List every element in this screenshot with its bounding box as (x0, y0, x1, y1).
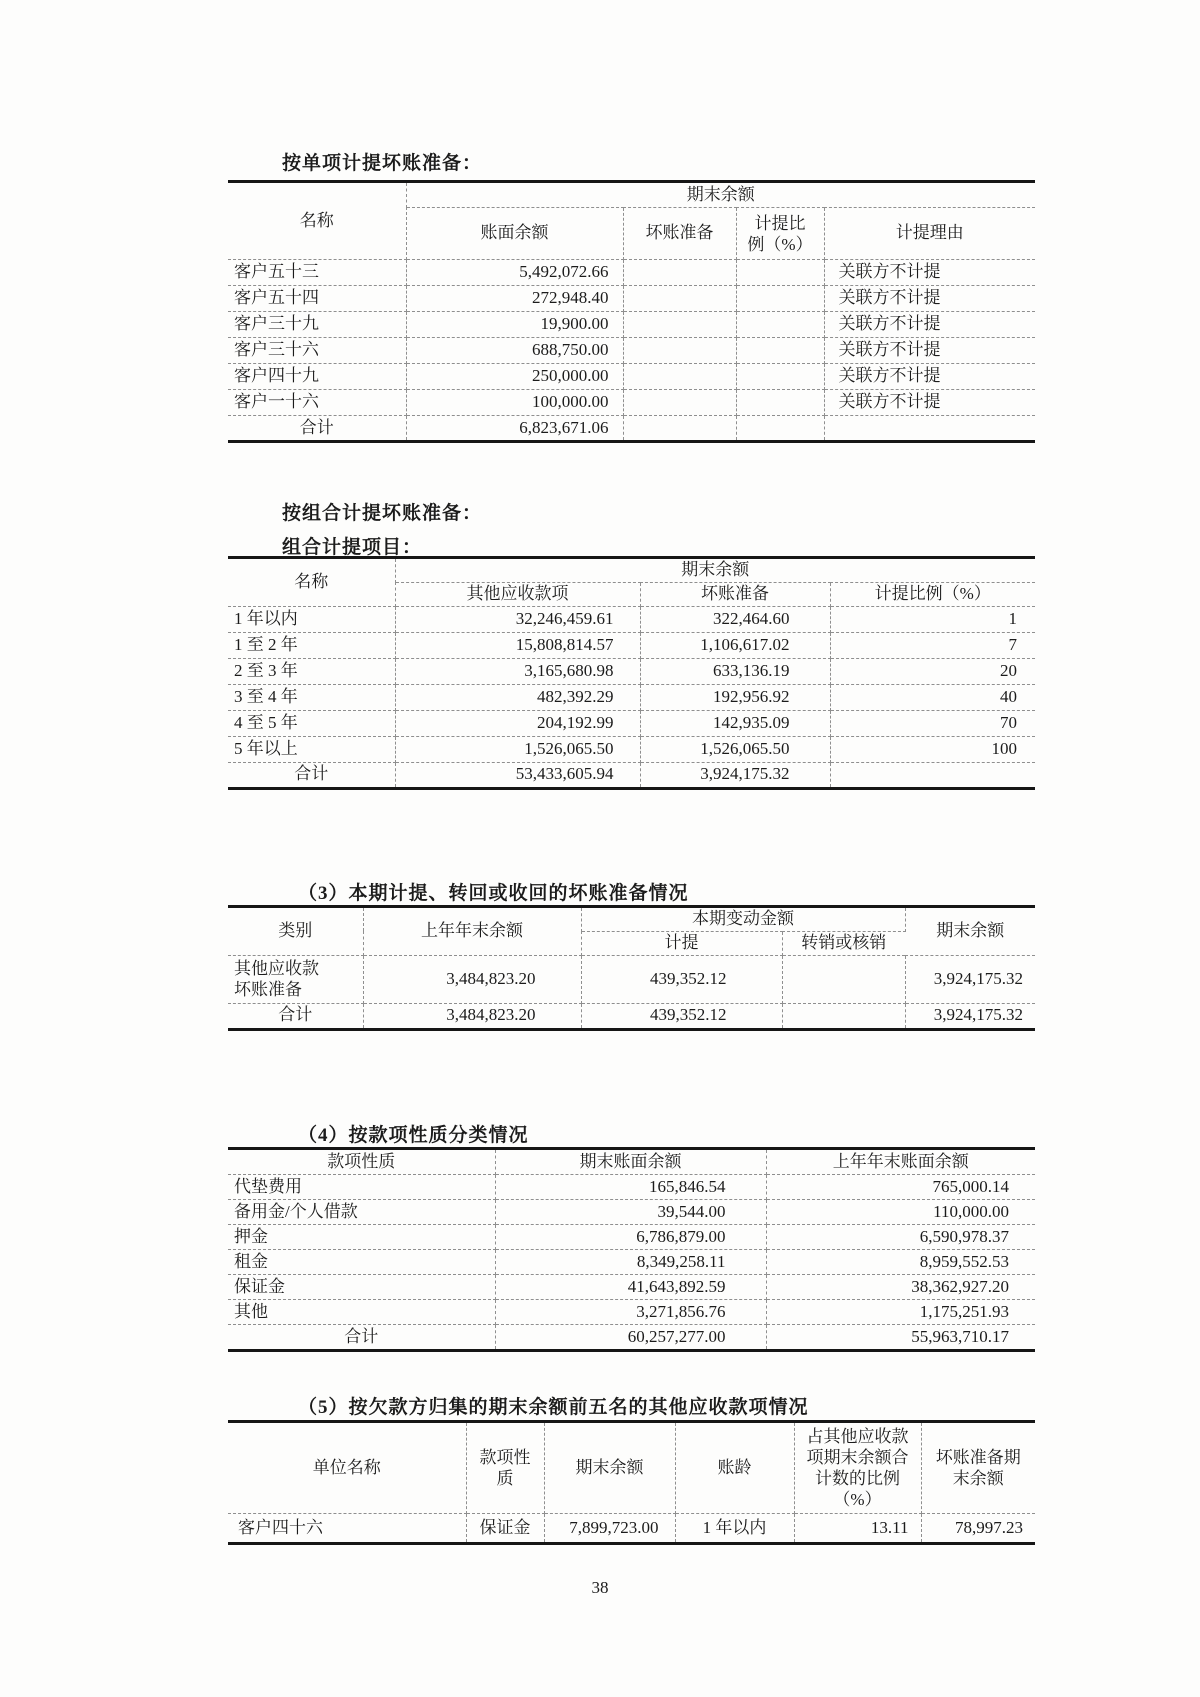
category-line: 坏账准备 (234, 980, 302, 1000)
header-cell-nature: 款项性质 (228, 1149, 495, 1175)
cell-total-label: 合计 (228, 416, 406, 442)
cell-empty (623, 416, 736, 442)
cell-book-balance: 272,948.40 (406, 286, 623, 312)
table-row (228, 1275, 1035, 1300)
header-line: 款项性 (479, 1448, 531, 1467)
cell-other-receivables: 3,165,680.98 (395, 658, 640, 684)
cell-empty (736, 260, 824, 286)
cell-ratio: 40 (830, 684, 1035, 710)
table-header-row (228, 558, 1035, 583)
section-title-current-period-changes: （3）本期计提、转回或收回的坏账准备情况 (298, 883, 689, 904)
table-row (228, 260, 1035, 286)
cell-empty (736, 338, 824, 364)
header-line: 例（%） (747, 234, 813, 254)
cell-prev-year-book: 765,000.14 (766, 1175, 1035, 1200)
cell-empty (736, 286, 824, 312)
cell-period-end-book: 8,349,258.11 (495, 1250, 766, 1275)
cell-total-other-receivables: 53,433,605.94 (395, 762, 640, 788)
cell-name: 客户三十六 (228, 338, 406, 364)
cell-prev-year-book: 8,959,552.53 (766, 1250, 1035, 1275)
cell-total-bad-debt: 3,924,175.32 (640, 762, 830, 788)
header-cell-bad-debt-period-end (921, 1422, 1035, 1514)
cell-empty (736, 390, 824, 416)
header-line: 占其他应收款 (806, 1427, 909, 1446)
cell-empty (736, 416, 824, 442)
cell-nature: 押金 (228, 1225, 495, 1250)
cell-empty (623, 286, 736, 312)
cell-period-end-balance: 3,924,175.32 (905, 955, 1035, 1003)
cell-other-receivables: 1,526,065.50 (395, 736, 640, 762)
cell-prev-year-book: 6,590,978.37 (766, 1225, 1035, 1250)
table-row (228, 364, 1035, 390)
cell-reason: 关联方不计提 (824, 364, 1035, 390)
cell-nature: 其他 (228, 1300, 495, 1325)
cell-bad-debt: 192,956.92 (640, 684, 830, 710)
table-individual-provision (228, 180, 1035, 443)
header-cell-category: 类别 (228, 907, 363, 956)
cell-bad-debt: 1,106,617.02 (640, 632, 830, 658)
cell-reason: 关联方不计提 (824, 390, 1035, 416)
cell-book-balance: 19,900.00 (406, 312, 623, 338)
cell-prev-year-book: 1,175,251.93 (766, 1300, 1035, 1325)
cell-total-prev-year-balance: 3,484,823.20 (363, 1003, 581, 1029)
section-title-top-five-debtors: （5）按欠款方归集的期末余额前五名的其他应收款项情况 (298, 1397, 809, 1418)
cell-total-book-balance: 6,823,671.06 (406, 416, 623, 442)
cell-aging: 2 至 3 年 (228, 658, 395, 684)
cell-aging: 1 年以内 (675, 1514, 794, 1544)
cell-period-end-book: 3,271,856.76 (495, 1300, 766, 1325)
cell-total-label: 合计 (228, 1003, 363, 1029)
cell-total-period-end-book: 60,257,277.00 (495, 1325, 766, 1351)
cell-period-end-book: 39,544.00 (495, 1200, 766, 1225)
header-cell-accrual: 计提 (581, 931, 782, 955)
table-row (228, 632, 1035, 658)
table-header-row (228, 907, 1035, 932)
header-cell-current-change-group: 本期变动金额 (581, 907, 905, 932)
header-cell-bad-debt: 坏账准备 (640, 582, 830, 606)
cell-bad-debt: 322,464.60 (640, 606, 830, 632)
header-cell-name: 名称 (228, 182, 406, 260)
cell-empty (830, 762, 1035, 788)
table-row (228, 1175, 1035, 1200)
cell-other-receivables: 15,808,814.57 (395, 632, 640, 658)
cell-empty (623, 338, 736, 364)
cell-empty (782, 955, 905, 1003)
cell-prev-year-book: 110,000.00 (766, 1200, 1035, 1225)
cell-total-label: 合计 (228, 1325, 495, 1351)
header-cell-reason: 计提理由 (824, 208, 1035, 260)
cell-aging: 4 至 5 年 (228, 710, 395, 736)
header-cell-unit-name: 单位名称 (228, 1422, 466, 1514)
table-row (228, 1250, 1035, 1275)
header-cell-percentage (794, 1422, 921, 1514)
header-cell-period-end-group: 期末余额 (406, 182, 1035, 208)
cell-name: 客户一十六 (228, 390, 406, 416)
cell-aging: 3 至 4 年 (228, 684, 395, 710)
cell-prev-year-book: 38,362,927.20 (766, 1275, 1035, 1300)
cell-bad-debt: 1,526,065.50 (640, 736, 830, 762)
table-total-row (228, 1003, 1035, 1029)
cell-bad-debt: 142,935.09 (640, 710, 830, 736)
cell-name: 客户五十四 (228, 286, 406, 312)
cell-category (228, 955, 363, 1003)
header-cell-name: 名称 (228, 558, 395, 607)
cell-prev-year-balance: 3,484,823.20 (363, 955, 581, 1003)
cell-bad-debt-period-end: 78,997.23 (955, 1517, 1023, 1537)
cell-empty (736, 312, 824, 338)
header-cell-ratio: 计提比例（%） (830, 582, 1035, 606)
cell-total-label: 合计 (228, 762, 395, 788)
cell-empty (782, 1003, 905, 1029)
cell-nature: 代垫费用 (228, 1175, 495, 1200)
cell-name: 客户五十三 (228, 260, 406, 286)
header-line: 项期末余额合 (806, 1448, 909, 1467)
table-header-row (228, 182, 1035, 208)
header-cell-aging: 账龄 (675, 1422, 794, 1514)
table-nature-classification (228, 1147, 1035, 1352)
cell-reason: 关联方不计提 (824, 312, 1035, 338)
cell-percentage: 13.11 (794, 1514, 921, 1544)
cell-ratio: 7 (830, 632, 1035, 658)
cell-other-receivables: 32,246,459.61 (395, 606, 640, 632)
cell-empty (824, 416, 1035, 442)
header-cell-period-end-book: 期末账面余额 (495, 1149, 766, 1175)
cell-book-balance: 100,000.00 (406, 390, 623, 416)
category-line: 其他应收款 (234, 959, 319, 979)
cell-name: 客户三十九 (228, 312, 406, 338)
cell-name: 客户四十九 (228, 364, 406, 390)
header-line: （%） (833, 1490, 882, 1509)
cell-reason: 关联方不计提 (824, 260, 1035, 286)
cell-empty (623, 364, 736, 390)
header-cell-period-end-balance: 期末余额 (905, 907, 1035, 956)
table-row (228, 658, 1035, 684)
section-title-group-provision: 按组合计提坏账准备： (282, 503, 483, 524)
cell-total-accrual: 439,352.12 (581, 1003, 782, 1029)
header-line: 计提比 (754, 213, 806, 233)
cell-total-period-end-balance: 3,924,175.32 (933, 1005, 1023, 1025)
cell-empty (736, 364, 824, 390)
header-cell-writeoff: 转销或核销 (782, 931, 905, 955)
cell-unit-name: 客户四十六 (228, 1514, 466, 1544)
table-row (228, 312, 1035, 338)
table-row (228, 338, 1035, 364)
cell-nature: 租金 (228, 1250, 495, 1275)
table-row (228, 736, 1035, 762)
section-title-individual-provision: 按单项计提坏账准备： (282, 153, 483, 174)
table-total-row (228, 762, 1035, 788)
header-line: 坏账准备期 (935, 1448, 1021, 1467)
cell-aging: 1 年以内 (228, 606, 395, 632)
table-header-row (228, 1149, 1035, 1175)
cell-ratio: 70 (830, 710, 1035, 736)
table-row (228, 286, 1035, 312)
cell-ratio: 20 (830, 658, 1035, 684)
cell-period-end-book: 41,643,892.59 (495, 1275, 766, 1300)
table-row (228, 1300, 1035, 1325)
cell-reason: 关联方不计提 (824, 338, 1035, 364)
header-line: 计数的比例 (815, 1469, 900, 1488)
cell-period-end-book: 165,846.54 (495, 1175, 766, 1200)
cell-reason: 关联方不计提 (824, 286, 1035, 312)
cell-other-receivables: 204,192.99 (395, 710, 640, 736)
cell-total-prev-year-book: 55,963,710.17 (911, 1326, 1009, 1346)
table-row (228, 684, 1035, 710)
table-row (228, 390, 1035, 416)
cell-empty (623, 260, 736, 286)
cell-accrual: 439,352.12 (581, 955, 782, 1003)
cell-empty (623, 312, 736, 338)
cell-nature: 备用金/个人借款 (228, 1200, 495, 1225)
cell-nature: 保证金 (466, 1514, 544, 1544)
cell-book-balance: 250,000.00 (406, 364, 623, 390)
cell-book-balance: 688,750.00 (406, 338, 623, 364)
cell-aging: 5 年以上 (228, 736, 395, 762)
table-row (228, 710, 1035, 736)
header-line: 质 (496, 1469, 514, 1488)
cell-ratio: 100 (830, 736, 1035, 762)
table-row (228, 606, 1035, 632)
header-cell-nature (466, 1422, 544, 1514)
cell-aging: 1 至 2 年 (228, 632, 395, 658)
header-cell-period-end-balance: 期末余额 (544, 1422, 675, 1514)
cell-empty (623, 390, 736, 416)
cell-bad-debt: 633,136.19 (640, 658, 830, 684)
header-cell-bad-debt: 坏账准备 (623, 208, 736, 260)
header-cell-other-receivables: 其他应收款项 (395, 582, 640, 606)
cell-book-balance: 5,492,072.66 (406, 260, 623, 286)
cell-other-receivables: 482,392.29 (395, 684, 640, 710)
table-row (228, 1514, 1035, 1544)
table-row (228, 1225, 1035, 1250)
table-group-provision (228, 556, 1035, 790)
cell-nature: 保证金 (228, 1275, 495, 1300)
cell-period-end-balance: 7,899,723.00 (544, 1514, 675, 1544)
table-total-row (228, 416, 1035, 442)
page-number: 38 (591, 1578, 609, 1597)
table-row (228, 955, 1035, 1003)
section-title-nature-classification: （4）按款项性质分类情况 (298, 1125, 529, 1146)
header-cell-prev-year-book: 上年年末账面余额 (766, 1149, 1035, 1175)
header-cell-ratio (736, 208, 824, 260)
header-cell-prev-year-balance: 上年年末余额 (363, 907, 581, 956)
cell-period-end-book: 6,786,879.00 (495, 1225, 766, 1250)
table-header-row (228, 1422, 1035, 1514)
cell-ratio: 1 (830, 606, 1035, 632)
section-title-group-items: 组合计提项目： (282, 537, 423, 558)
table-current-period-changes (228, 905, 1035, 1031)
table-top-five-debtors (228, 1420, 1035, 1545)
header-line: 末余额 (952, 1469, 1004, 1488)
table-total-row (228, 1325, 1035, 1351)
header-cell-book-balance: 账面余额 (406, 208, 623, 260)
table-row (228, 1200, 1035, 1225)
header-cell-period-end-group: 期末余额 (395, 558, 1035, 583)
